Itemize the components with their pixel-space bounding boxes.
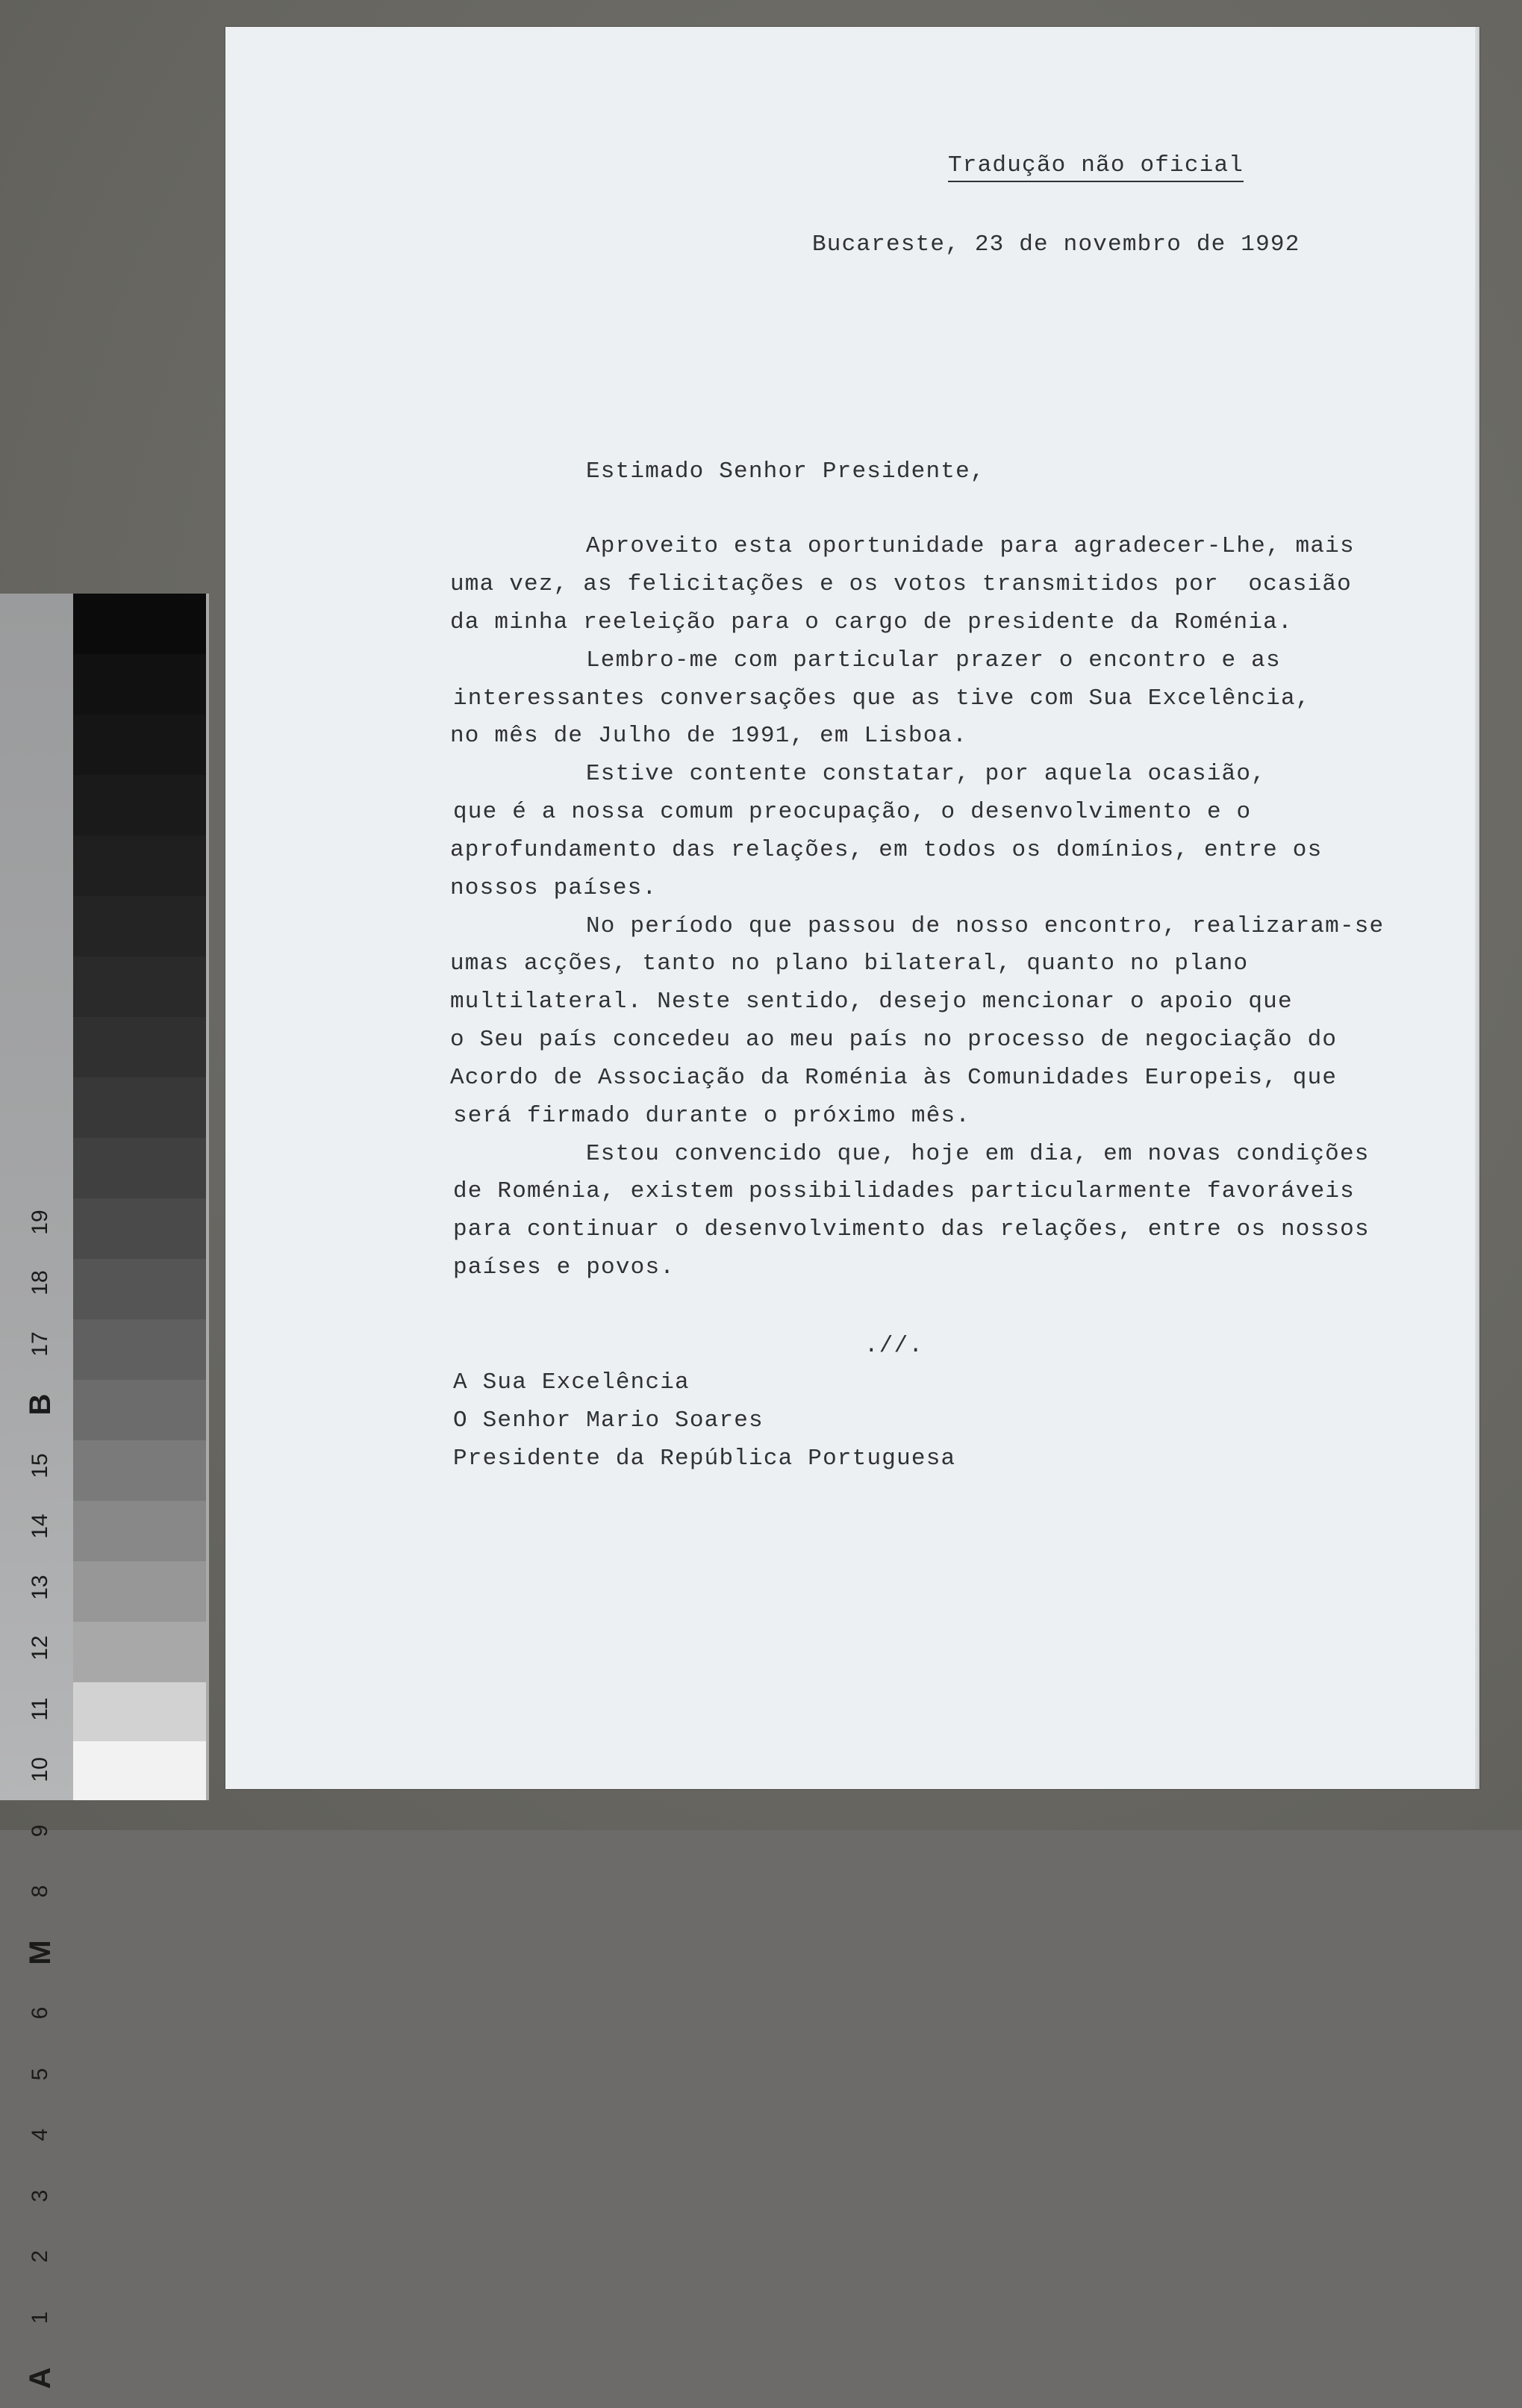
body-line: Aproveito esta oportunidade para agradecer-Lhe, mais bbox=[586, 533, 1355, 559]
gray-patch bbox=[73, 956, 206, 1017]
body-line: multilateral. Neste sentido, desejo mencionar o apoio que bbox=[450, 989, 1293, 1015]
card-label: 10 bbox=[28, 1757, 52, 1782]
body-line: da minha reeleição para o cargo de presidente da Roménia. bbox=[450, 609, 1293, 635]
body-line: Estive contente constatar, por aquela ocasião, bbox=[586, 761, 1266, 787]
body-line: no mês de Julho de 1991, em Lisboa. bbox=[450, 723, 968, 749]
card-label: A bbox=[23, 2367, 57, 2389]
body-line: Estou convencido que, hoje em dia, em novas condições bbox=[586, 1141, 1370, 1167]
gray-patch bbox=[73, 1198, 206, 1259]
card-label: 1 bbox=[28, 2311, 52, 2324]
card-label: 19 bbox=[28, 1210, 52, 1235]
gray-patch bbox=[73, 836, 206, 896]
gray-patch bbox=[73, 1077, 206, 1138]
card-label: 5 bbox=[28, 2068, 52, 2081]
card-label: 11 bbox=[28, 1697, 52, 1721]
gray-patch bbox=[73, 1017, 206, 1077]
body-line: uma vez, as felicitações e os votos transmitidos por ocasião bbox=[450, 571, 1352, 597]
card-label: 18 bbox=[28, 1270, 52, 1295]
gray-patch bbox=[73, 896, 206, 956]
gray-patch bbox=[73, 1501, 206, 1561]
body-line: Lembro-me com particular prazer o encontro e as bbox=[586, 647, 1281, 673]
body-line: nossos países. bbox=[450, 875, 658, 901]
body-line: No período que passou de nosso encontro, realizaram-se bbox=[586, 913, 1385, 939]
card-label: 13 bbox=[28, 1575, 52, 1600]
card-label: 8 bbox=[28, 1885, 52, 1898]
body-line: o Seu país concedeu ao meu país no processo de negociação do bbox=[450, 1027, 1338, 1053]
gray-patch bbox=[73, 1440, 206, 1501]
body-line: países e povos. bbox=[453, 1254, 676, 1281]
body-line: de Roménia, existem possibilidades particularmente favoráveis bbox=[453, 1178, 1355, 1204]
gray-patch bbox=[73, 1259, 206, 1319]
body-line: será firmado durante o próximo mês. bbox=[453, 1103, 971, 1129]
body-line: interessantes conversações que as tive com Sua Excelência, bbox=[453, 685, 1311, 712]
addressee-line: A Sua Excelência bbox=[453, 1369, 690, 1396]
gray-patch bbox=[73, 1380, 206, 1440]
gray-patch bbox=[73, 654, 206, 715]
addressee-line: O Senhor Mario Soares bbox=[453, 1407, 764, 1434]
card-label: 12 bbox=[28, 1635, 52, 1661]
gray-patch bbox=[73, 775, 206, 836]
gray-patch bbox=[73, 1319, 206, 1380]
card-label: 17 bbox=[28, 1331, 52, 1357]
salutation: Estimado Senhor Presidente, bbox=[586, 458, 985, 485]
gray-patch bbox=[73, 715, 206, 775]
letter-page bbox=[225, 27, 1479, 1789]
card-label: 15 bbox=[28, 1453, 52, 1478]
gray-patch bbox=[73, 594, 206, 654]
addressee-line: Presidente da República Portuguesa bbox=[453, 1446, 956, 1472]
letter-date: Bucareste, 23 de novembro de 1992 bbox=[812, 231, 1300, 258]
card-label: 2 bbox=[28, 2250, 52, 2263]
card-label: 4 bbox=[28, 2128, 52, 2141]
card-label: 9 bbox=[28, 1824, 52, 1838]
color-reference-card bbox=[0, 594, 209, 2389]
card-label: B bbox=[23, 1393, 57, 1416]
body-line: que é a nossa comum preocupação, o desenvolvimento e o bbox=[453, 799, 1252, 825]
document-title: Tradução não oficial bbox=[948, 152, 1244, 182]
body-line: umas acções, tanto no plano bilateral, quanto no plano bbox=[450, 951, 1249, 977]
gray-patch bbox=[73, 1741, 206, 1800]
gray-patch bbox=[73, 1622, 206, 1682]
continuation-mark: .//. bbox=[864, 1333, 924, 1359]
card-label: 14 bbox=[28, 1513, 52, 1539]
gray-patch-column bbox=[73, 594, 206, 1800]
body-line: Acordo de Associação da Roménia às Comunidades Europeis, que bbox=[450, 1065, 1338, 1091]
gray-patch bbox=[73, 1561, 206, 1622]
gray-patch bbox=[73, 1138, 206, 1198]
card-label: M bbox=[23, 1940, 57, 1965]
body-line: para continuar o desenvolvimento das relações, entre os nossos bbox=[453, 1216, 1370, 1242]
card-label-strip bbox=[0, 594, 73, 2389]
gray-patch bbox=[73, 1682, 206, 1741]
card-label: 3 bbox=[28, 2189, 52, 2203]
card-label: 6 bbox=[28, 2006, 52, 2020]
body-line: aprofundamento das relações, em todos os domínios, entre os bbox=[450, 837, 1323, 863]
